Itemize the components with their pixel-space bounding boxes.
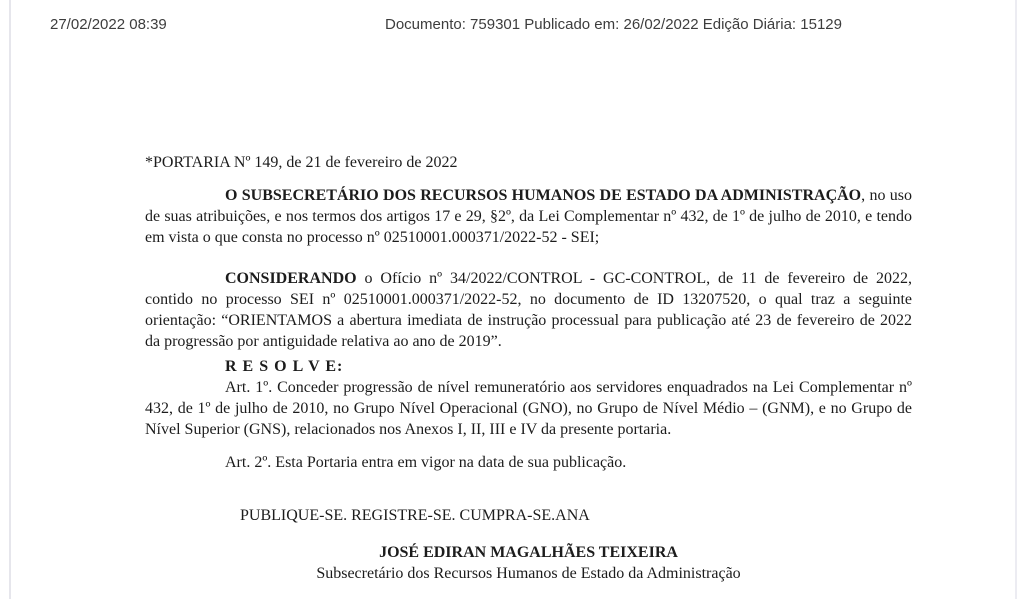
preamble-paragraph [145, 185, 912, 248]
document-body [145, 152, 912, 584]
print-header-datetime: 27/02/2022 08:39 [50, 16, 167, 33]
signature-block [145, 542, 912, 584]
page-right-edge-line [1015, 0, 1017, 599]
publique-registre-cumpra-line: PUBLIQUE-SE. REGISTRE-SE. CUMPRA-SE.ANA [240, 507, 590, 524]
preamble-rest-text: , no uso de suas atribuições, e nos termos dos artigos 17 e 29, §2º, da Lei Complementar nº 432, de 1º de julho de 2010, e tendo em vista o que consta no processo nº 02510001.000371/2022-52 - SEI; [145, 187, 913, 246]
page-left-edge-line [9, 0, 11, 599]
article-1-paragraph: Art. 1º. Conceder progressão de nível remuneratório aos servidores enquadrados na Lei Complementar nº 432, de 1º de julho de 2010, no Grupo Nível Operacional (GNO), no Grupo de Nível Médio – (GNM), e no Grupo de Nível Superior (GNS), relacionados nos Anexos I, II, III e IV da presente portaria. [145, 379, 912, 438]
considerando-bold-lead: CONSIDERANDO [225, 270, 357, 287]
resolve-heading: R E S O L V E: [225, 358, 344, 375]
portaria-title: *PORTARIA Nº 149, de 21 de fevereiro de 2022 [145, 154, 458, 171]
signature-name: JOSÉ EDIRAN MAGALHÃES TEIXEIRA [379, 544, 678, 561]
considerando-paragraph [145, 268, 912, 352]
considerando-rest-text: o Ofício nº 34/2022/CONTROL - GC-CONTROL, de 11 de fevereiro de 2022, contido no processo SEI nº 02510001.000371/2022-52, no documento de ID 13207520, o qual traz a seguinte orientação: “ORIENTAMOS a abertura imediata de instrução processual para publicação até 23 de fevereiro de 2022 da progressão por antiguidade relativa ao ano de 2019”. [145, 270, 912, 350]
article-2-paragraph: Art. 2º. Esta Portaria entra em vigor na data de sua publicação. [225, 454, 627, 471]
preamble-bold-lead: O SUBSECRETÁRIO DOS RECURSOS HUMANOS DE ESTADO DA ADMINISTRAÇÃO [225, 187, 862, 204]
signature-role: Subsecretário dos Recursos Humanos de Estado da Administração [316, 565, 741, 582]
print-header-document-info: Documento: 759301 Publicado em: 26/02/2022 Edição Diária: 15129 [385, 16, 842, 33]
